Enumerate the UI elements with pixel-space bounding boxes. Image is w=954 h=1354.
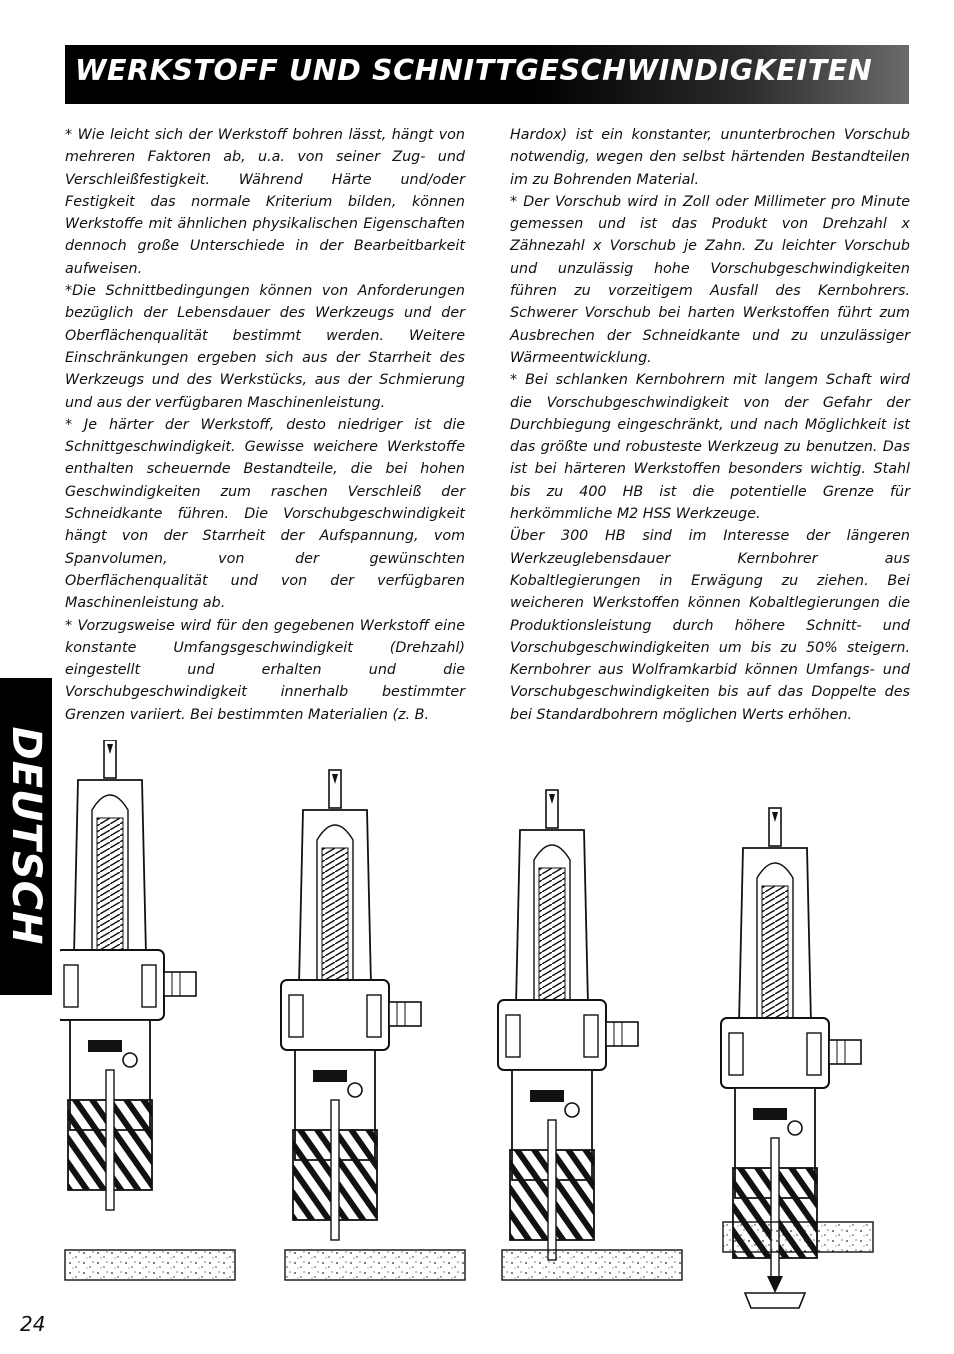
paragraph: *Die Schnittbedingungen können von Anforderungen bezüglich der Lebensdauer des Werkzeugs und der Oberflächenqualität bestimmt werden. Weitere Einschränkungen ergeben sich aus der Starrheit des Werkzeugs und des Werkstücks, aus der Schmierung und aus der verfügbaren Maschinenleistung. bbox=[65, 283, 465, 411]
page-number: 24 bbox=[20, 1312, 46, 1336]
drill-illustration-4 bbox=[721, 808, 873, 1308]
paragraph: * Vorzugsweise wird für den gegebenen Werkstoff eine konstante Umfangsgeschwindigkeit (Drehzahl) eingestellt und erhalten und die Vorschubgeschwindigkeit innerhalb bestimmter Grenzen variiert. Bei bestimmten Materialien (z. B. bbox=[65, 617, 465, 723]
language-tab bbox=[0, 678, 52, 995]
core-drill-sequence-illustration bbox=[60, 740, 940, 1320]
drill-illustration-3 bbox=[498, 790, 682, 1280]
paragraph: Hardox) ist ein konstanter, ununterbrochen Vorschub notwendig, wegen den selbst härtenden Bestandteilen im zu Bohrenden Material. bbox=[510, 127, 910, 188]
text-column-right bbox=[510, 124, 910, 726]
drill-illustration-2 bbox=[281, 770, 465, 1280]
paragraph: Über 300 HB sind im Interesse der längeren Werkzeuglebensdauer Kernbohrer aus Kobaltlegierungen in Erwägung zu ziehen. Bei weicheren Werkstoffen können Kobaltlegierungen die Produktionsleistung durch höhere Schnitt- und Vorschubgeschwindigkeiten um bis zu 50% steigern. Kernbohrer aus Wolframkarbid können Umfangs- und Vorschubgeschwindigkeiten bis auf das Doppelte des bei Standardbohrern möglichen Werts erhöhen. bbox=[510, 528, 910, 723]
paragraph: * Der Vorschub wird in Zoll oder Millimeter pro Minute gemessen und ist das Produkt von Drehzahl x Zähnezahl x Vorschub je Zahn. Zu leichter Vorschub und unzulässig hohe Vorschubgeschwindigkeiten führen zu vorzeitigem Ausfall des Kernbohrers. Schwerer Vorschub bei harten Werkstoffen führt zum Ausbrechen der Schneidkante und zu unzulässiger Wärmeentwicklung. bbox=[510, 193, 910, 366]
paragraph: * Wie leicht sich der Werkstoff bohren lässt, hängt von mehreren Faktoren ab, u.a. von seiner Zug- und Verschleißfestigkeit. Während Härte und/oder Festigkeit das normale Kriterium bilden, können Werkstoffe mit ähnlichen physikalischen Eigenschaften dennoch große Unterschiede in der Bearbeitbarkeit aufweisen. bbox=[65, 127, 465, 277]
page-title: WERKSTOFF UND SCHNITTGESCHWINDIGKEITEN bbox=[75, 54, 873, 87]
paragraph: * Je härter der Werkstoff, desto niedriger ist die Schnittgeschwindigkeit. Gewisse weichere Werkstoffe enthalten scheuernde Bestandteile, die bei hohen Geschwindigkeiten zum raschen Verschleiß der Schneidkante führen. Die Vorschubgeschwindigkeit hängt von der Starrheit der Aufspannung, vom Spanvolumen, von der gewünschten Oberflächenqualität und von der verfügbaren Maschinenleistung ab. bbox=[65, 416, 465, 612]
paragraph: * Bei schlanken Kernbohrern mit langem Schaft wird die Vorschubgeschwindigkeit von der Gefahr der Durchbiegung eingeschränkt, und nach Möglichkeit ist das größte und robusteste Werkzeug zu benutzen. Das ist bei härteren Werkstoffen besonders wichtig. Stahl bis zu 400 HB ist die potentielle Grenze für herkömmliche M2 HSS Werkzeuge. bbox=[510, 372, 910, 523]
title-bar bbox=[65, 45, 909, 104]
drill-illustration-1 bbox=[60, 740, 235, 1280]
language-tab-label: DEUTSCH bbox=[3, 726, 49, 946]
text-column-left bbox=[65, 124, 465, 726]
